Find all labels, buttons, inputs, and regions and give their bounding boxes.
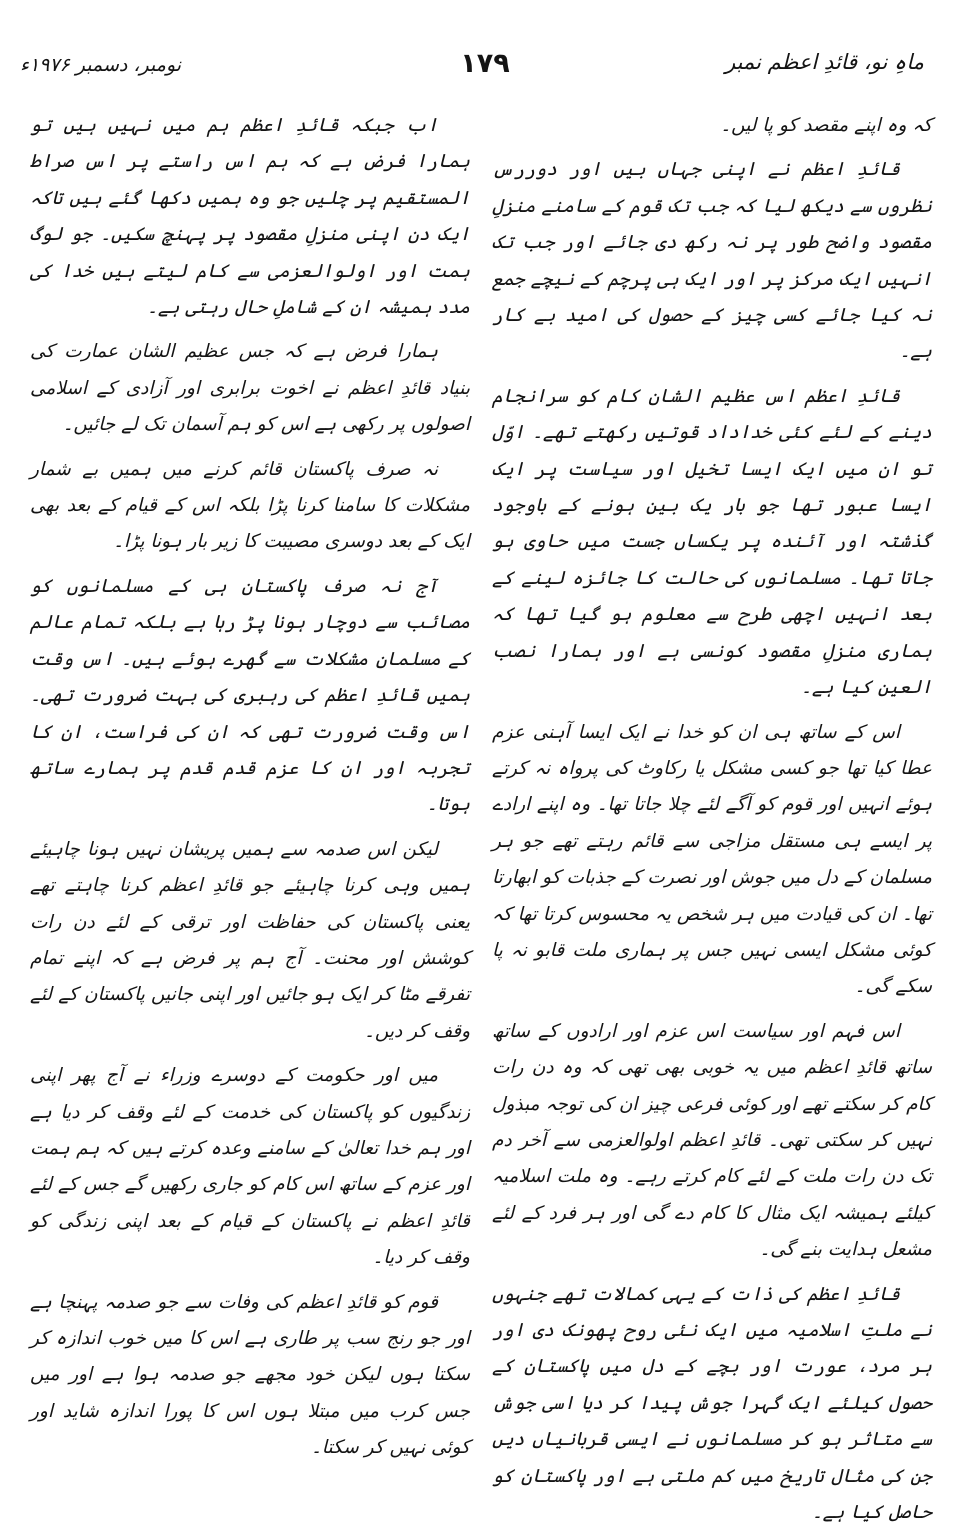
paragraph: میں اور حکومت کے دوسرے وزراء نے آج پھر اپنی زندگیوں کو پاکستان کی خدمت کے لئے وقف کر دیا ہے اور ہم خدا تعالیٰ کے سامنے وعدہ کرتے ہیں کہ ہم ہمت اور عزم کے ساتھ اس کام کو جاری رکھیں گے جس کے لئے قائدِ اعظم نے پاکستان کے قیام کے بعد اپنی زندگی کو وقف کر دیا۔	[30, 1065, 470, 1269]
paragraph: ہمارا فرض ہے کہ جس عظیم الشان عمارت کی بنیاد قائدِ اعظم نے اخوت برابری اور آزادی کے اسلامی اصولوں پر رکھی ہے اس کو ہم آسمان تک لے جائیں۔	[30, 341, 470, 436]
magazine-title: ماہِ نو، قائدِ اعظم نمبر	[725, 50, 924, 74]
paragraph: قوم کو قائدِ اعظم کی وفات سے جو صدمہ پہنچا ہے اور جو رنج سب پر طاری ہے اس کا میں خوب اندازہ کر سکتا ہوں لیکن خود مجھے جو صدمہ ہوا ہے اور میں جس کرب میں مبتلا ہوں اس کا پورا اندازہ شاید اور کوئی نہیں کر سکتا۔	[30, 1291, 470, 1459]
page-number: ۱۷۹	[460, 48, 510, 79]
paragraph: لیکن اس صدمہ سے ہمیں پریشان نہیں ہونا چاہیئے ہمیں وہی کرنا چاہیئے جو قائدِ اعظم کرنا چاہتے تھے یعنی پاکستان کی حفاظت اور ترقی کے لئے دن رات کوشش اور محنت۔ آج ہم پر فرض ہے کہ اپنے تمام تفرقے مٹا کر ایک ہو جائیں اور اپنی جانیں پاکستان کے لئے وقف کر دیں۔	[30, 838, 470, 1042]
right-column	[492, 108, 932, 1539]
left-column	[30, 108, 470, 1475]
page-header	[0, 40, 968, 90]
paragraph: نہ صرف پاکستان قائم کرنے میں ہمیں بے شمار مشکلات کا سامنا کرنا پڑا بلکہ اس کے قیام کے بعد بھی ایک کے بعد دوسری مصیبت کا زیر بار ہونا پڑا۔	[30, 458, 470, 553]
paragraph: قائدِ اعظم نے اپنی جہاں بیں اور دوررس نظروں سے دیکھ لیا کہ جب تک قوم کے سامنے منزلِ مقصود واضح طور پر نہ رکھ دی جائے اور جب تک انہیں ایک مرکز پر اور ایک ہی پرچم کے نیچے جمع نہ کیا جائے کسی چیز کے حصول کی امید بے کار ہے۔	[492, 159, 932, 363]
paragraph: اس کے ساتھ ہی ان کو خدا نے ایک ایسا آہنی عزم عطا کیا تھا جو کسی مشکل یا رکاوٹ کی پرواہ نہ کرتے ہوئے انہیں اور قوم کو آگے لئے چلا جاتا تھا۔ وہ اپنے ارادے پر ایسے ہی مستقل مزاجی سے قائم رہتے تھے جو ہر مسلمان کے دل میں جوش اور نصرت کے جذبات کو ابھارتا تھا۔ ان کی قیادت میں ہر شخص یہ محسوس کرتا تھا کہ کوئی مشکل ایسی نہیں جس پر ہماری ملت قابو نہ پا سکے گی۔	[492, 721, 932, 998]
paragraph: اس فہم اور سیاست اس عزم اور ارادوں کے ساتھ ساتھ قائدِ اعظم میں یہ خوبی بھی تھی کہ وہ دن رات کام کر سکتے تھے اور کوئی فرعی چیز ان کی توجہ مبذول نہیں کر سکتی تھی۔ قائدِ اعظم اولوالعزمی سے آخر دم تک دن رات ملت کے لئے کام کرتے رہے۔ وہ ملت اسلامیہ کیلئے ہمیشہ ایک مثال کا کام دے گی اور ہر فرد کے لئے مشعل ہدایت بنے گی۔	[492, 1020, 932, 1261]
paragraph: کہ وہ اپنے مقصد کو پا لیں۔	[720, 115, 932, 136]
issue-date: نومبر، دسمبر ۱۹۷۶ء	[20, 54, 182, 76]
paragraph: قائدِ اعظم اس عظیم الشان کام کو سرانجام دینے کے لئے کئی خداداد قوتیں رکھتے تھے۔ اوّل تو ان میں ایک ایسا تخیل اور سیاست پر ایک ایسا عبور تھا جو بار یک بین ہونے کے باوجود گذشتہ اور آئندہ پر یکساں جست میں حاوی ہو جاتا تھا۔ مسلمانوں کی حالت کا جائزہ لینے کے بعد انہیں اچھی طرح سے معلوم ہو گیا تھا کہ ہماری منزلِ مقصود کونسی ہے اور ہمارا نصب العین کیا ہے۔	[492, 385, 932, 699]
paragraph: اب جبکہ قائدِ اعظم ہم میں نہیں ہیں تو ہمارا فرض ہے کہ ہم اس راستے پر اس صراط المستقیم پر چلیں جو وہ ہمیں دکھا گئے ہیں تاکہ ایک دن اپنی منزلِ مقصود پر پہنچ سکیں۔ جو لوگ ہمت اور اولوالعزمی سے کام لیتے ہیں خدا کی مدد ہمیشہ ان کے شاملِ حال رہتی ہے۔	[30, 115, 470, 319]
paragraph: آج نہ صرف پاکستان ہی کے مسلمانوں کو مصائب سے دوچار ہونا پڑ رہا ہے بلکہ تمام عالم کے مسلمان مشکلات سے گھرے ہوئے ہیں۔ اس وقت ہمیں قائدِ اعظم کی رہبری کی بہت ضرورت تھی۔ اس وقت ضرورت تھی کہ ان کی فراست، ان کا تجربہ اور ان کا عزم قدم قدم پر ہمارے ساتھ ہوتا۔	[30, 575, 470, 816]
paragraph: قائدِ اعظم کی ذات کے یہی کمالات تھے جنہوں نے ملتِ اسلامیہ میں ایک نئی روح پھونک دی اور ہر مرد، عورت اور بچے کے دل میں پاکستان کے حصول کیلئے ایک گہرا جوش پیدا کر دیا اسی جوش سے متاثر ہو کر مسلمانوں نے ایسی قربانیاں دیں جن کی مثال تاریخ میں کم ملتی ہے اور پاکستان کو حاصل کیا ہے۔	[492, 1283, 932, 1524]
